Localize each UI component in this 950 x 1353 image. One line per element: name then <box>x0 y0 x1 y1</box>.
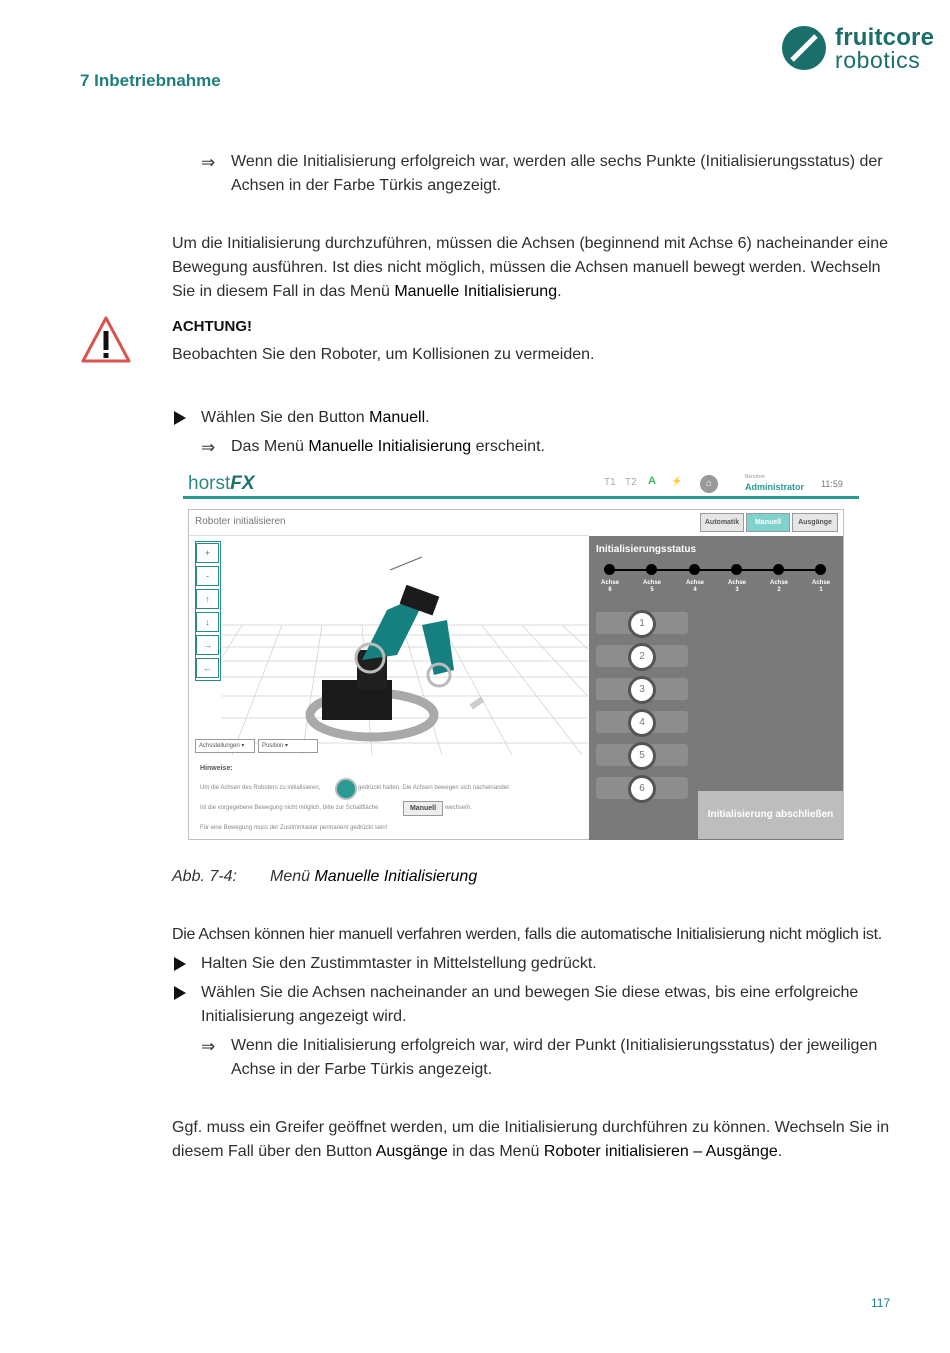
result-text-tail: erscheint. <box>471 438 545 455</box>
jog-knob-axis-4[interactable]: 4 <box>628 709 656 737</box>
jog-knob-axis-5[interactable]: 5 <box>628 742 656 770</box>
side-button-down[interactable]: ↓ <box>196 612 219 632</box>
menu-reference: Manuelle Initialisierung <box>308 438 472 455</box>
status-a: A <box>648 475 656 487</box>
app-brand <box>188 473 255 495</box>
step-text-pre: Wählen Sie den Button <box>201 409 370 426</box>
window-title: Roboter initialisieren <box>195 516 286 527</box>
header-divider <box>183 496 859 499</box>
result-text: Wenn die Initialisierung erfolgreich war, wird der Punkt (Initialisierungsstatus) der jeweiligen Achse in der Farbe Türkis angezeigt. <box>231 1037 878 1078</box>
button-reference: Manuell <box>369 409 426 426</box>
axis-label-num: 3 <box>735 587 739 593</box>
axis-label-word: Achse <box>769 580 788 586</box>
axis-label-num: 5 <box>650 587 654 593</box>
title-divider <box>189 535 589 536</box>
hint-line-1b: gedrückt halten. Die Achsen bewegen sich nacheinander. <box>358 785 511 791</box>
dropdown-achsstellungen[interactable]: Achsstellungen ▾ <box>195 739 255 753</box>
step-text-tail: . <box>425 409 430 426</box>
step-bullet-icon <box>174 411 186 425</box>
result-text: Wenn die Initialisierung erfolgreich war, werden alle sechs Punkte (Initialisierungsstatus) der Achsen in der Farbe Türkis angezeigt. <box>231 153 883 194</box>
paragraph-tail: . <box>777 1143 783 1160</box>
status-dot-axis-3 <box>731 564 742 575</box>
result-arrow: ⇒ <box>201 1037 216 1056</box>
warning-icon <box>80 315 132 365</box>
axis-label-2 <box>767 580 791 594</box>
mode-button-ausgaenge[interactable]: Ausgänge <box>792 513 838 532</box>
figure-caption-em: Manuelle Initialisierung <box>314 868 478 885</box>
logo-text-fruitcore: fruitcore <box>835 24 935 51</box>
hint-line-3: Für eine Bewegung muss der Zustimmtaster permanent gedrückt sein! <box>200 825 388 831</box>
axis-label-num: 6 <box>608 587 612 593</box>
jog-knob-axis-3[interactable]: 3 <box>628 676 656 704</box>
paragraph-tail: . <box>557 283 562 300</box>
dropdown-achsstellungen-value: Achsstellungen <box>199 743 240 749</box>
hints-title: Hinweise: <box>200 765 233 772</box>
paragraph-mid: in das Menü <box>447 1143 544 1160</box>
dropdown-position[interactable]: Position ▾ <box>258 739 318 753</box>
step-bullet-icon <box>174 957 186 971</box>
status-dot-axis-6 <box>604 564 615 575</box>
paragraph: Die Achsen können hier manuell verfahren werden, falls die automatische Initialisierung nicht möglich ist. <box>172 926 882 943</box>
step-bullet-icon <box>174 986 186 1000</box>
side-button-plus[interactable]: + <box>196 543 219 563</box>
status-title: Initialisierungsstatus <box>596 544 697 555</box>
axis-label-3 <box>725 580 749 594</box>
status-dot-axis-1 <box>815 564 826 575</box>
paragraph <box>172 1116 897 1164</box>
paragraph <box>172 232 897 304</box>
status-dot-axis-4 <box>689 564 700 575</box>
hint-line-1a: Um die Achsen des Roboters zu initialisieren, <box>200 785 321 791</box>
app-brand-a: horst <box>188 473 231 494</box>
menu-reference: Roboter initialisieren – Ausgänge <box>543 1143 778 1160</box>
dropdown-position-value: Position <box>262 743 284 749</box>
page-number: 117 <box>871 1296 891 1310</box>
figure-caption-pre: Menü <box>270 868 315 885</box>
axis-label-num: 2 <box>777 587 781 593</box>
axis-label-5 <box>640 580 664 594</box>
figure-caption <box>270 868 477 886</box>
paragraph-text: Ggf. muss ein Greifer geöffnet werden, um die Initialisierung durchführen zu können. Wechseln Sie in diesem Fall über den Button <box>172 1119 890 1160</box>
fruitcore-logo-icon <box>780 22 830 72</box>
logo <box>780 22 940 74</box>
result-text <box>231 435 545 459</box>
home-icon[interactable]: ⌂ <box>700 475 718 493</box>
robot-3d-view[interactable] <box>222 540 588 755</box>
enable-switch-icon <box>335 778 357 800</box>
jog-knob-axis-6[interactable]: 6 <box>628 775 656 803</box>
axis-label-word: Achse <box>727 580 746 586</box>
axis-label-word: Achse <box>600 580 619 586</box>
paragraph-text: Um die Initialisierung durchzuführen, müssen die Achsen (beginnend mit Achse 6) nacheinander eine Bewegung ausführen. Ist dies nicht möglich, müssen die Achsen manuell bewegt werden. Wechseln Sie in diesem Fall in das Menü <box>172 235 888 300</box>
mode-button-automatik[interactable]: Automatik <box>700 513 744 532</box>
hint-line-2b: wechseln. <box>445 805 472 811</box>
status-dot-axis-5 <box>646 564 657 575</box>
jog-knob-axis-2[interactable]: 2 <box>628 643 656 671</box>
menu-reference: Manuelle Initialisierung <box>394 283 558 300</box>
status-line <box>610 569 822 571</box>
hint-line-2a: Ist die vorgegebene Bewegung nicht möglich, bitte zur Schaltfläche <box>200 805 379 811</box>
result-text-pre: Das Menü <box>231 438 309 455</box>
axis-label-num: 1 <box>819 587 823 593</box>
axis-label-6 <box>598 580 622 594</box>
status-t1: T1 <box>604 477 616 488</box>
status-t2: T2 <box>625 477 637 488</box>
logo-text-robotics: robotics <box>835 47 921 73</box>
warning-title: ACHTUNG! <box>172 318 252 335</box>
step-text: Wählen Sie die Achsen nacheinander an und bewegen Sie diese etwas, bis eine erfolgreiche Initialisierung angezeigt wird. <box>201 984 859 1025</box>
user-name: Administrator <box>745 482 805 492</box>
side-button-right[interactable]: → <box>196 635 219 655</box>
side-button-up[interactable]: ↑ <box>196 589 219 609</box>
side-button-left[interactable]: ← <box>196 658 219 678</box>
mode-button-manuell[interactable]: Manuell <box>746 513 790 532</box>
step-text <box>201 406 430 430</box>
axis-label-word: Achse <box>642 580 661 586</box>
jog-knob-axis-1[interactable]: 1 <box>628 610 656 638</box>
axis-label-1 <box>809 580 833 594</box>
lightning-icon: ⚡ <box>671 476 683 486</box>
axis-label-word: Achse <box>685 580 704 586</box>
status-dot-axis-2 <box>773 564 784 575</box>
step-text: Halten Sie den Zustimmtaster in Mittelstellung gedrückt. <box>201 955 597 972</box>
finish-init-button[interactable]: Initialisierung abschließen <box>698 791 843 839</box>
figure-label: Abb. 7-4: <box>172 868 237 885</box>
clock: 11:59 <box>821 479 843 489</box>
result-arrow: ⇒ <box>201 153 216 172</box>
side-button-minus[interactable]: - <box>196 566 219 586</box>
axis-label-word: Achse <box>811 580 830 586</box>
axis-label-4 <box>683 580 707 594</box>
app-brand-b: FX <box>230 473 255 494</box>
result-arrow: ⇒ <box>201 438 216 457</box>
hint-manuell-button: Manuell <box>403 801 443 816</box>
axis-label-num: 4 <box>693 587 697 593</box>
button-reference: Ausgänge <box>375 1143 448 1160</box>
user-label: Benutzer <box>745 474 766 480</box>
chapter-title: 7 Inbetriebnahme <box>80 71 221 90</box>
warning-text: Beobachten Sie den Roboter, um Kollisionen zu vermeiden. <box>172 346 595 363</box>
